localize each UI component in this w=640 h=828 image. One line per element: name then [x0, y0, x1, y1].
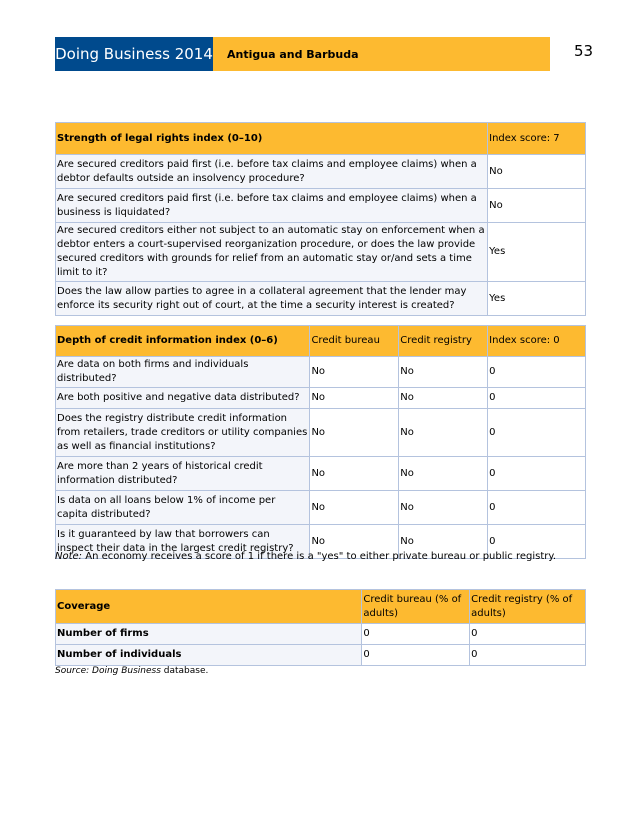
- bureau-answer: No: [310, 457, 399, 491]
- table-row: [56, 388, 586, 409]
- table-row: [56, 223, 586, 282]
- question: Does the registry distribute credit information from retailers, trade creditors or utility companies as well as financial institutions?: [56, 409, 310, 457]
- table-row: [56, 624, 586, 645]
- row-score: 0: [488, 409, 586, 457]
- legal-rights-score: Index score: 7: [488, 123, 586, 155]
- col-coverage-registry: Credit registry (% of adults): [470, 590, 586, 624]
- row-label: Number of individuals: [56, 645, 362, 666]
- row-score: 0: [488, 457, 586, 491]
- question: Is it guaranteed by law that borrowers can inspect their data in the largest credit registry?: [56, 525, 310, 559]
- question: Is data on all loans below 1% of income per capita distributed?: [56, 491, 310, 525]
- registry-answer: No: [399, 491, 488, 525]
- registry-value: 0: [470, 624, 586, 645]
- question: Does the law allow parties to agree in a collateral agreement that the lender may enforce its security right out of court, at the time a security interest is created?: [56, 282, 488, 316]
- row-score: 0: [488, 388, 586, 409]
- coverage-table: [55, 589, 586, 666]
- legal-rights-table: [55, 122, 586, 316]
- registry-value: 0: [470, 645, 586, 666]
- row-score: 0: [488, 525, 586, 559]
- registry-answer: No: [399, 525, 488, 559]
- note-label: Note:: [55, 551, 83, 562]
- table-row: [56, 645, 586, 666]
- col-coverage-bureau: Credit bureau (% of adults): [362, 590, 470, 624]
- source-name: Doing Business: [92, 666, 161, 676]
- answer: Yes: [488, 223, 586, 282]
- coverage-title: Coverage: [56, 590, 362, 624]
- page-number: 53: [574, 42, 594, 60]
- question: Are data on both firms and individuals distributed?: [56, 357, 310, 388]
- bureau-answer: No: [310, 491, 399, 525]
- credit-info-table: [55, 325, 586, 559]
- registry-answer: No: [399, 388, 488, 409]
- note-text: An economy receives a score of 1 if there is a "yes" to either private bureau or public registry.: [82, 551, 557, 562]
- country-name: Antigua and Barbuda: [213, 37, 550, 71]
- table-row: [56, 155, 586, 189]
- table-row: [56, 357, 586, 388]
- row-score: 0: [488, 357, 586, 388]
- report-title: Doing Business 2014: [55, 37, 213, 71]
- registry-answer: No: [399, 409, 488, 457]
- col-credit-registry: Credit registry: [399, 326, 488, 357]
- legal-rights-title: Strength of legal rights index (0–10): [56, 123, 488, 155]
- bureau-answer: No: [310, 357, 399, 388]
- registry-answer: No: [399, 457, 488, 491]
- credit-info-score: Index score: 0: [488, 326, 586, 357]
- bureau-answer: No: [310, 409, 399, 457]
- registry-answer: No: [399, 357, 488, 388]
- credit-info-note: [55, 551, 556, 562]
- source-label: Source:: [55, 666, 93, 676]
- bureau-answer: No: [310, 388, 399, 409]
- credit-info-title: Depth of credit information index (0–6): [56, 326, 310, 357]
- source-text: database.: [160, 666, 209, 676]
- answer: No: [488, 155, 586, 189]
- source-note: [55, 666, 208, 676]
- question: Are secured creditors paid first (i.e. before tax claims and employee claims) when a debtor defaults outside an insolvency procedure?: [56, 155, 488, 189]
- bureau-value: 0: [362, 645, 470, 666]
- bureau-value: 0: [362, 624, 470, 645]
- col-credit-bureau: Credit bureau: [310, 326, 399, 357]
- table-row: [56, 189, 586, 223]
- question: Are secured creditors paid first (i.e. before tax claims and employee claims) when a business is liquidated?: [56, 189, 488, 223]
- table-row: [56, 457, 586, 491]
- answer: No: [488, 189, 586, 223]
- question: Are more than 2 years of historical credit information distributed?: [56, 457, 310, 491]
- bureau-answer: No: [310, 525, 399, 559]
- row-score: 0: [488, 491, 586, 525]
- table-row: [56, 409, 586, 457]
- question: Are secured creditors either not subject to an automatic stay on enforcement when a debtor enters a court-supervised reorganization procedure, or does the law provide secured creditors with grounds for relief from an automatic stay or/and sets a time limit to it?: [56, 223, 488, 282]
- table-row: [56, 282, 586, 316]
- page-header: [55, 37, 550, 71]
- answer: Yes: [488, 282, 586, 316]
- question: Are both positive and negative data distributed?: [56, 388, 310, 409]
- row-label: Number of firms: [56, 624, 362, 645]
- table-row: [56, 491, 586, 525]
